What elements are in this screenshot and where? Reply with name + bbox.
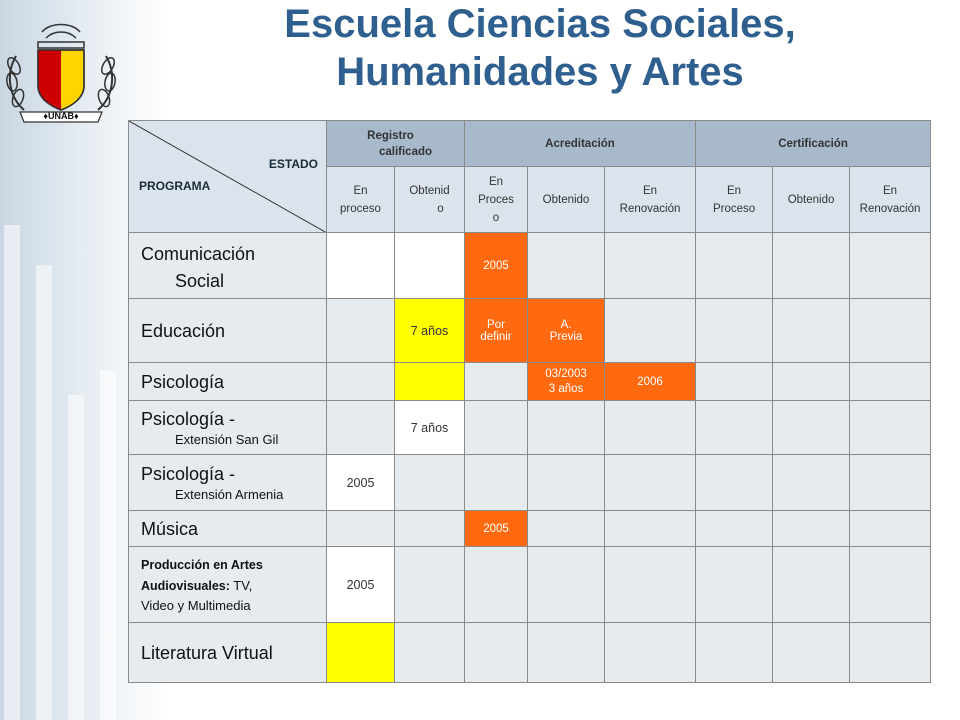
cell (605, 511, 696, 547)
table-row (129, 623, 931, 683)
title-line-2: Humanidades y Artes (336, 50, 744, 94)
program-name (129, 547, 327, 623)
cell (773, 401, 850, 455)
program-name (129, 299, 327, 363)
header-row-groups (129, 121, 931, 167)
text: Previa (549, 330, 583, 343)
cell-highlight (528, 299, 605, 363)
cell (395, 547, 465, 623)
program-name-line: Video y Multimedia (141, 597, 251, 613)
logo-text: ♦UNAB♦ (43, 111, 79, 121)
acr-renovacion-header (605, 167, 696, 233)
cell (773, 299, 850, 363)
decorative-bar (4, 225, 20, 720)
program-name-line (141, 576, 326, 596)
cell-highlight (395, 363, 465, 401)
text: 03/2003 (545, 367, 587, 380)
cell (850, 623, 931, 683)
cell (465, 401, 528, 455)
cell (696, 363, 773, 401)
cell-highlight (465, 299, 528, 363)
reg-obtenido-header (395, 167, 465, 233)
cert-en-proceso-header (696, 167, 773, 233)
cell (605, 299, 696, 363)
program-name (129, 363, 327, 401)
program-name-line: Literatura Virtual (141, 642, 273, 663)
program-name-line: Psicología - (141, 463, 236, 484)
cell (327, 401, 395, 455)
cell (696, 511, 773, 547)
cell (850, 233, 931, 299)
estado-label: ESTADO (268, 157, 318, 171)
cell (696, 401, 773, 455)
title-line-1: Escuela Ciencias Sociales, (284, 2, 796, 46)
text: Proces (478, 193, 514, 206)
diagonal-line (129, 121, 327, 233)
cell-highlight: 2005 (465, 511, 528, 547)
program-name-line: Psicología - (141, 408, 236, 429)
text: En (642, 184, 658, 197)
cell-highlight (327, 623, 395, 683)
cell (605, 455, 696, 511)
program-name-line: Psicología (141, 371, 225, 392)
cell (773, 623, 850, 683)
text: En (353, 184, 368, 197)
unab-logo (2, 18, 120, 130)
cell (773, 363, 850, 401)
table-row (129, 547, 931, 623)
reg-en-proceso-header (327, 167, 395, 233)
text: definir (480, 330, 512, 343)
cell (696, 233, 773, 299)
cell (850, 511, 931, 547)
cell: 2005 (327, 547, 395, 623)
cell (528, 547, 605, 623)
cell (327, 363, 395, 401)
cell (528, 455, 605, 511)
cell (850, 299, 931, 363)
table-row (129, 401, 931, 455)
table-row (129, 363, 931, 401)
text: TV, (229, 577, 253, 593)
table-row (129, 455, 931, 511)
page-title (210, 0, 870, 96)
cell (327, 511, 395, 547)
cell (395, 233, 465, 299)
program-name-line: Música (141, 518, 199, 539)
program-subtitle: Extensión San Gil (175, 431, 279, 447)
cell (696, 547, 773, 623)
registro-line-2: calificado (378, 145, 433, 158)
cell (465, 363, 528, 401)
text: 3 años (548, 382, 584, 395)
cell (465, 455, 528, 511)
text: Renovación (619, 202, 681, 215)
registro-calificado-header (327, 121, 465, 167)
text: En (726, 184, 742, 197)
cell (850, 401, 931, 455)
acr-obtenido-header: Obtenido (528, 167, 605, 233)
text: Proceso (712, 202, 756, 215)
program-name (129, 511, 327, 547)
cell: 7 años (395, 401, 465, 455)
cell (395, 511, 465, 547)
program-name (129, 401, 327, 455)
cell (850, 363, 931, 401)
cell (327, 299, 395, 363)
cell (465, 623, 528, 683)
cell (528, 623, 605, 683)
cell (696, 623, 773, 683)
cell-highlight: 2005 (465, 233, 528, 299)
cell-highlight: 2006 (605, 363, 696, 401)
cell (850, 547, 931, 623)
program-name-line: Producción en Artes (141, 557, 263, 572)
cell (696, 455, 773, 511)
cell (605, 547, 696, 623)
corner-header (129, 121, 327, 233)
cert-renovacion-header (850, 167, 931, 233)
text: o (437, 202, 444, 215)
text: Por (487, 318, 505, 331)
program-status-table (128, 120, 931, 683)
text: En (488, 175, 504, 188)
program-name-line: Educación (141, 320, 226, 341)
program-name (129, 233, 327, 299)
acr-en-proceso-header (465, 167, 528, 233)
certificacion-header: Certificación (696, 121, 931, 167)
table-row (129, 233, 931, 299)
cell (773, 455, 850, 511)
registro-line-1: Registro (367, 129, 414, 142)
cert-obtenido-header: Obtenido (773, 167, 850, 233)
cell-highlight: 7 años (395, 299, 465, 363)
cell (465, 547, 528, 623)
acreditacion-header: Acreditación (465, 121, 696, 167)
text: proceso (340, 202, 381, 215)
text: o (492, 211, 500, 224)
cell (528, 511, 605, 547)
cell (605, 233, 696, 299)
cell (773, 511, 850, 547)
cell (850, 455, 931, 511)
programa-label: PROGRAMA (139, 179, 211, 193)
text: Obtenid (409, 184, 450, 197)
program-name-line: Social (175, 270, 225, 291)
program-name (129, 623, 327, 683)
cell (395, 455, 465, 511)
text: Renovación (859, 202, 921, 215)
program-name-line: Comunicación (141, 243, 256, 264)
program-subtitle: Extensión Armenia (175, 486, 284, 502)
cell (696, 299, 773, 363)
cell (327, 233, 395, 299)
cell (528, 233, 605, 299)
cell-highlight (528, 363, 605, 401)
decorative-bar (36, 265, 52, 720)
decorative-bar (68, 395, 84, 720)
cell (395, 623, 465, 683)
cell (773, 547, 850, 623)
cell (605, 401, 696, 455)
text: Audiovisuales: (141, 578, 230, 593)
table-row (129, 511, 931, 547)
cell (773, 233, 850, 299)
text: En (883, 184, 898, 197)
table-row (129, 299, 931, 363)
decorative-bar (100, 370, 116, 720)
program-name (129, 455, 327, 511)
cell: 2005 (327, 455, 395, 511)
text: A. (560, 318, 572, 331)
cell (605, 623, 696, 683)
cell (528, 401, 605, 455)
